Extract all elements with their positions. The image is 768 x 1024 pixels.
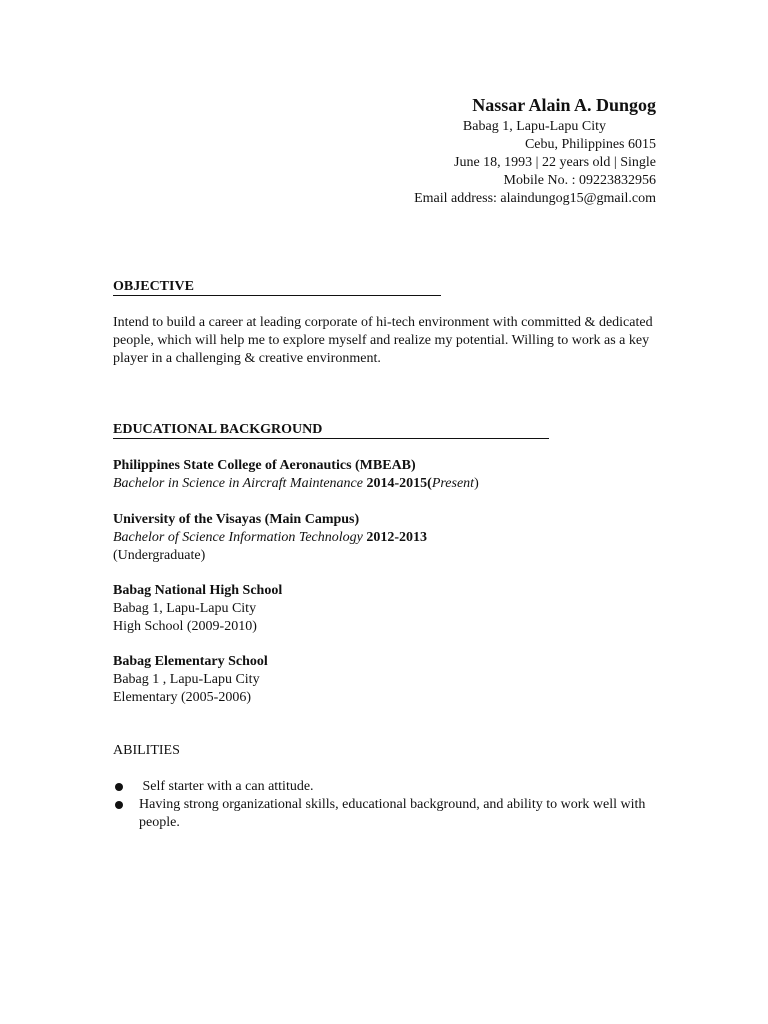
- degree-status: (Undergraduate): [113, 548, 206, 563]
- education-heading-rule: [113, 438, 549, 439]
- mobile-number: Mobile No. : 09223832956: [503, 173, 656, 188]
- objective-heading-rule: [113, 295, 441, 296]
- degree-years: 2014-2015: [366, 476, 428, 491]
- list-item: [113, 796, 658, 832]
- applicant-name: Nassar Alain A. Dungog: [472, 95, 656, 115]
- degree-note-open: (: [427, 476, 432, 491]
- school-level: High School (2009-2010): [113, 619, 257, 634]
- school-name: Babag Elementary School: [113, 654, 268, 669]
- contact-header: [414, 94, 656, 208]
- ability-text: Self starter with a can attitude.: [139, 779, 314, 794]
- education-entry: [113, 457, 479, 493]
- degree-note: Present: [431, 476, 475, 491]
- bullet-icon: [115, 801, 123, 809]
- school-name: Babag National High School: [113, 583, 283, 598]
- objective-text: Intend to build a career at leading corporate of hi-tech environment with committed & dedicated people, which will help me to explore myself and realize my potential. Willing to work as a key player in a challenging & creative environment.: [113, 315, 653, 366]
- degree-line: [113, 475, 479, 493]
- ability-text: Having strong organizational skills, educational background, and ability to work well with people.: [139, 797, 646, 830]
- school-name: University of the Visayas (Main Campus): [113, 512, 360, 527]
- education-entry: [113, 582, 282, 636]
- degree-title: Bachelor of Science Information Technology: [113, 530, 363, 545]
- degree-line: [113, 529, 427, 547]
- email-address: Email address: alaindungog15@gmail.com: [414, 191, 656, 206]
- bullet-icon: [115, 783, 123, 791]
- personal-info: June 18, 1993 | 22 years old | Single: [454, 155, 656, 170]
- degree-note-close: ): [474, 476, 479, 491]
- objective-heading-label: OBJECTIVE: [113, 279, 194, 294]
- school-address: Babag 1, Lapu-Lapu City: [113, 601, 257, 616]
- address-line-1: Babag 1, Lapu-Lapu City: [462, 119, 606, 134]
- abilities-list: [113, 778, 658, 832]
- address-line-2: Cebu, Philippines 6015: [524, 137, 656, 152]
- education-entry: [113, 511, 427, 565]
- education-heading-label: EDUCATIONAL BACKGROUND: [113, 422, 323, 437]
- school-level: Elementary (2005-2006): [113, 690, 252, 705]
- school-address: Babag 1 , Lapu-Lapu City: [113, 672, 260, 687]
- abilities-heading: ABILITIES: [113, 743, 180, 758]
- degree-title: Bachelor in Science in Aircraft Maintenance: [113, 476, 363, 491]
- degree-years: 2012-2013: [366, 530, 428, 545]
- education-heading: [113, 422, 322, 438]
- list-item: [113, 778, 658, 796]
- objective-heading: [113, 279, 194, 295]
- school-name: Philippines State College of Aeronautics (MBEAB): [113, 458, 416, 473]
- education-entry: [113, 653, 268, 707]
